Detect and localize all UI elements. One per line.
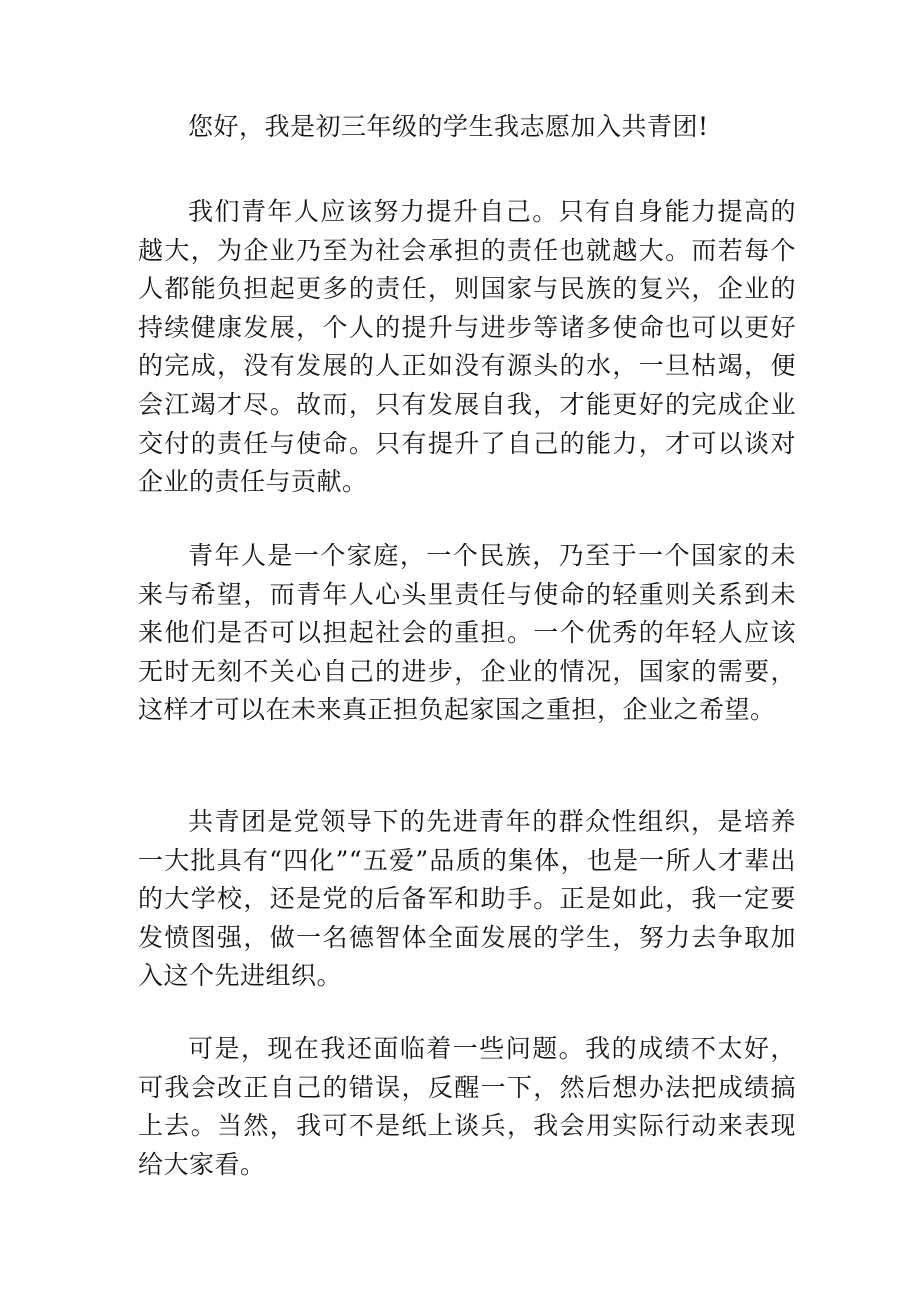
paragraph-greeting: 您好，我是初三年级的学生我志愿加入共青团!	[188, 112, 709, 141]
paragraph-self-improvement: 我们青年人应该努力提升自己。只有自身能力提高的越大，为企业乃至为社会承担的责任也就越大。而若每个人都能负担起更多的责任，则国家与民族的复兴，企业的持续健康发展，个人的提升与进步等诸多使命也可以更好的完成，没有发展的人正如没有源头的水，一旦枯竭，便会江竭才尽。故而，只有发展自我，才能更好的完成企业交付的责任与使命。只有提升了自己的能力，才可以谈对企业的责任与贡献。	[138, 197, 796, 497]
paragraph-current-problems: 可是，现在我还面临着一些问题。我的成绩不太好，可我会改正自己的错误，反醒一下，然后想办法把成绩搞上去。当然，我可不是纸上谈兵，我会用实际行动来表现给大家看。	[138, 1034, 796, 1179]
paragraph-youth-responsibility: 青年人是一个家庭，一个民族，乃至于一个国家的未来与希望，而青年人心头里责任与使命的轻重则关系到未来他们是否可以担起社会的重担。一个优秀的年轻人应该无时无刻不关心自己的进步，企业的情况，国家的需要，这样才可以在未来真正担负起家国之重担，企业之希望。	[138, 541, 796, 725]
paragraph-league-description: 共青团是党领导下的先进青年的群众性组织，是培养一大批具有“四化”“五爱”品质的集体，也是一所人才辈出的大学校，还是党的后备军和助手。正是如此，我一定要发愤图强，做一名德智体全面发展的学生，努力去争取加入这个先进组织。	[138, 807, 796, 991]
